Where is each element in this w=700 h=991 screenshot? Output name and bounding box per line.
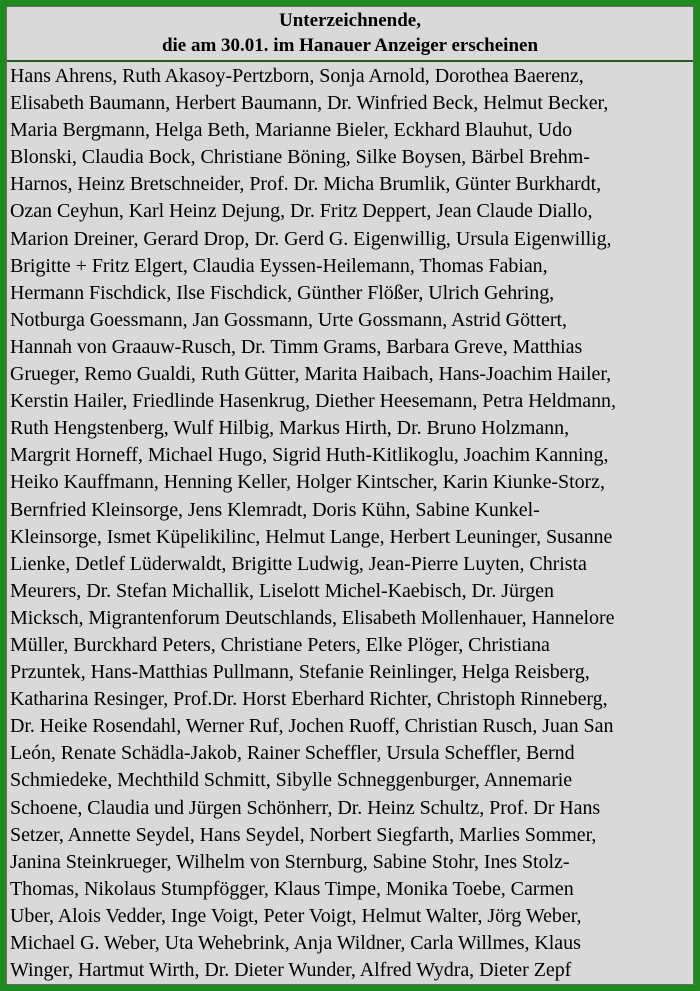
signatories-list — [7, 62, 693, 984]
signatories-line: Micksch, Migrantenforum Deutschlands, Elisabeth Mollenhauer, Hannelore — [10, 606, 615, 629]
signatories-line: Hans Ahrens, Ruth Akasoy-Pertzborn, Sonja Arnold, Dorothea Baerenz, — [10, 65, 584, 87]
panel-header — [7, 7, 693, 62]
signatories-line: Blonski, Claudia Bock, Christiane Böning, Silke Boysen, Bärbel Brehm- — [10, 146, 590, 169]
signatories-line: Schmiedeke, Mechthild Schmitt, Sibylle Schneggenburger, Annemarie — [10, 769, 573, 792]
signatories-line: Elisabeth Baumann, Herbert Baumann, Dr. Winfried Beck, Helmut Becker, — [10, 92, 609, 115]
signatories-line: Winger, Hartmut Wirth, Dr. Dieter Wunder, Alfred Wydra, Dieter Zepf — [10, 959, 572, 982]
signatories-line: Hannah von Graauw-Rusch, Dr. Timm Grams, Barbara Greve, Matthias — [10, 335, 583, 358]
signatories-line: Katharina Resinger, Prof.Dr. Horst Eberhard Richter, Christoph Rinneberg, — [10, 688, 608, 711]
signatories-line: Kerstin Hailer, Friedlinde Hasenkrug, Diether Heesemann, Petra Heldmann, — [10, 390, 616, 413]
signatories-line: Ruth Hengstenberg, Wulf Hilbig, Markus Hirth, Dr. Bruno Holzmann, — [10, 417, 570, 440]
signatories-line: Michael G. Weber, Uta Wehebrink, Anja Wildner, Carla Willmes, Klaus — [10, 932, 581, 954]
signatories-line: Ozan Ceyhun, Karl Heinz Dejung, Dr. Fritz Deppert, Jean Claude Diallo, — [10, 200, 593, 223]
signatories-line: Heiko Kauffmann, Henning Keller, Holger Kintscher, Karin Kiunke-Storz, — [10, 471, 605, 494]
header-title-line-1: Unterzeichnende, — [279, 10, 421, 31]
signatories-line: Bernfried Kleinsorge, Jens Klemradt, Doris Kühn, Sabine Kunkel- — [10, 498, 540, 521]
signatories-line: Brigitte + Fritz Elgert, Claudia Eyssen-Heilemann, Thomas Fabian, — [10, 254, 548, 277]
signatories-line: Marion Dreiner, Gerard Drop, Dr. Gerd G. Eigenwillig, Ursula Eigenwillig, — [10, 227, 612, 250]
signatories-line: Hermann Fischdick, Ilse Fischdick, Günther Flößer, Ulrich Gehring, — [10, 281, 555, 304]
signatories-line: Thomas, Nikolaus Stumpfögger, Klaus Timpe, Monika Toebe, Carmen — [10, 877, 574, 900]
signatories-line: Notburga Goessmann, Jan Gossmann, Urte Gossmann, Astrid Göttert, — [10, 308, 567, 331]
signatories-line: Margrit Horneff, Michael Hugo, Sigrid Huth-Kitlikoglu, Joachim Kanning, — [10, 444, 609, 467]
signatories-line: Müller, Burckhard Peters, Christiane Peters, Elke Plöger, Christiana — [10, 633, 550, 656]
signatories-line: Harnos, Heinz Bretschneider, Prof. Dr. Micha Brumlik, Günter Burkhardt, — [10, 173, 602, 196]
signatories-line: Dr. Heike Rosendahl, Werner Ruf, Jochen Ruoff, Christian Rusch, Juan San — [10, 715, 614, 738]
signatories-line: Uber, Alois Vedder, Inge Voigt, Peter Voigt, Helmut Walter, Jörg Weber, — [10, 904, 582, 927]
signatories-line: Meurers, Dr. Stefan Michallik, Liselott Michel-Kaebisch, Dr. Jürgen — [10, 579, 554, 602]
signatories-line: Janina Steinkrueger, Wilhelm von Sternburg, Sabine Stohr, Ines Stolz- — [10, 850, 570, 873]
signatories-line: Lienke, Detlef Lüderwaldt, Brigitte Ludwig, Jean-Pierre Luyten, Christa — [10, 552, 587, 575]
signatories-line: Setzer, Annette Seydel, Hans Seydel, Norbert Siegfarth, Marlies Sommer, — [10, 823, 597, 846]
signatories-line: Schoene, Claudia und Jürgen Schönherr, Dr. Heinz Schultz, Prof. Dr Hans — [10, 796, 601, 819]
signatories-line: Grueger, Remo Gualdi, Ruth Gütter, Marita Haibach, Hans-Joachim Hailer, — [10, 363, 612, 386]
signatories-line: Przuntek, Hans-Matthias Pullmann, Stefanie Reinlinger, Helga Reisberg, — [10, 661, 590, 684]
signatories-line: León, Renate Schädla-Jakob, Rainer Scheffler, Ursula Scheffler, Bernd — [10, 742, 575, 765]
signatories-panel — [6, 6, 694, 985]
signatories-line: Maria Bergmann, Helga Beth, Marianne Bieler, Eckhard Blauhut, Udo — [10, 119, 573, 142]
header-title-line-2: die am 30.01. im Hanauer Anzeiger erscheinen — [161, 35, 539, 56]
signatories-line: Kleinsorge, Ismet Küpelikilinc, Helmut Lange, Herbert Leuninger, Susanne — [10, 525, 613, 548]
